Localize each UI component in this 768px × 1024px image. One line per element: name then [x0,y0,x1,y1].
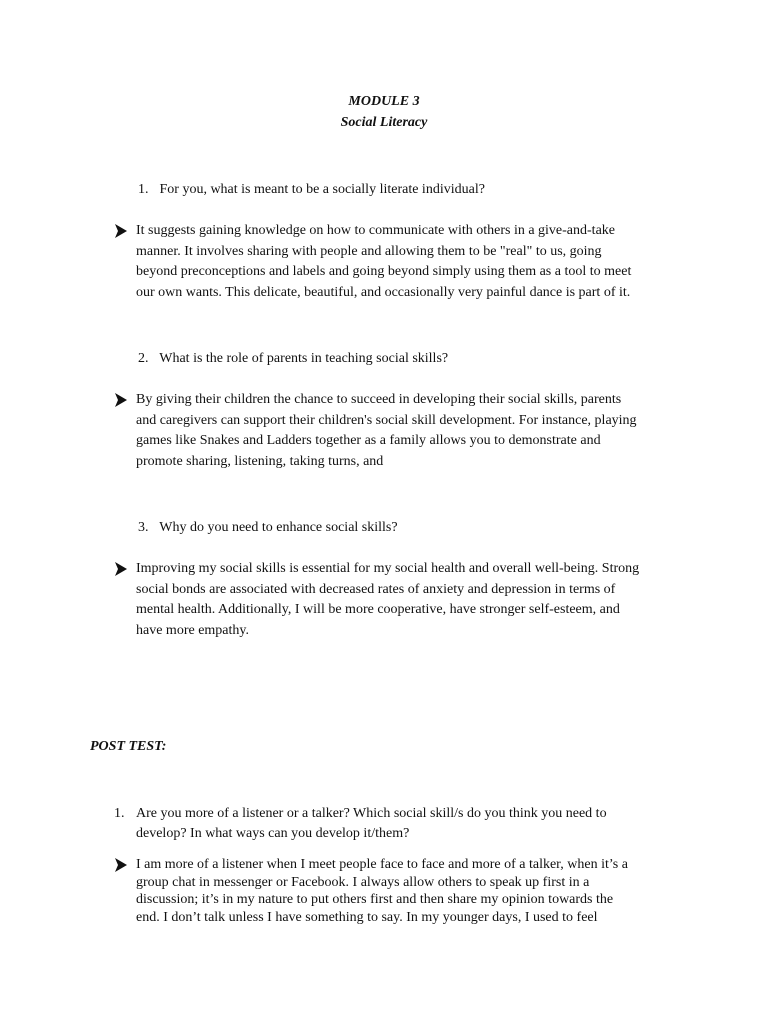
answer-line: games like Snakes and Ladders together as a family allows you to demonstrate and [136,433,601,448]
question-2 [138,349,448,369]
post-test-heading: POST TEST: [90,739,167,754]
answer-line: group chat in messenger or Facebook. I always allow others to speak up first in a [136,874,590,890]
arrowhead-bullet-icon [114,223,128,239]
answer-line: promote sharing, listening, taking turns, and [136,453,384,469]
answer-line: and caregivers can support their children's social skill development. For instance, playing [136,412,637,428]
question-number: 2. [138,351,149,366]
answer-line: It suggests gaining knowledge on how to communicate with others in a give-and-take [136,223,616,238]
question-number: 1. [138,182,149,197]
question-line: develop? In what ways can you develop it/them? [136,826,410,841]
question-number: 3. [138,520,149,535]
answer-line: end. I don’t talk unless I have something to say. In my younger days, I used to feel [136,909,598,925]
question-text: What is the role of parents in teaching social skills? [159,351,449,366]
module-subtitle: Social Literacy [340,115,428,130]
answer-line: I am more of a listener when I meet people face to face and more of a talker, when it’s a [136,857,628,872]
answer-line: mental health. Additionally, I will be more cooperative, have stronger self-esteem, and [136,602,620,617]
question-line: Are you more of a listener or a talker? Which social skill/s do you think you need to [136,806,607,821]
question-text: For you, what is meant to be a socially literate individual? [159,182,485,197]
answer-line: beyond preconceptions and labels and going beyond simply using them as a tool to meet [136,264,632,279]
arrowhead-bullet-icon [114,857,128,873]
question-number: 1. [114,806,125,821]
question-text: Why do you need to enhance social skills? [159,520,398,535]
question-3 [138,518,398,538]
answer-line: have more empathy. [136,622,249,638]
answer-line: social bonds are associated with decreased rates of anxiety and depression in terms of [136,581,616,597]
answer-line: discussion; it’s in my nature to put others first and then share my opinion towards the [136,892,614,907]
answer-line: Improving my social skills is essential for my social health and overall well-being. Strong [136,561,640,576]
module-title: MODULE 3 [348,94,420,109]
answer-line: By giving their children the chance to succeed in developing their social skills, parents [136,392,622,407]
arrowhead-bullet-icon [114,392,128,408]
answer-line: manner. It involves sharing with people and allowing them to be "real" to us, going [136,243,602,259]
answer-line: our own wants. This delicate, beautiful, and occasionally very painful dance is part of it. [136,284,631,300]
arrowhead-bullet-icon [114,561,128,577]
question-1 [138,180,485,200]
